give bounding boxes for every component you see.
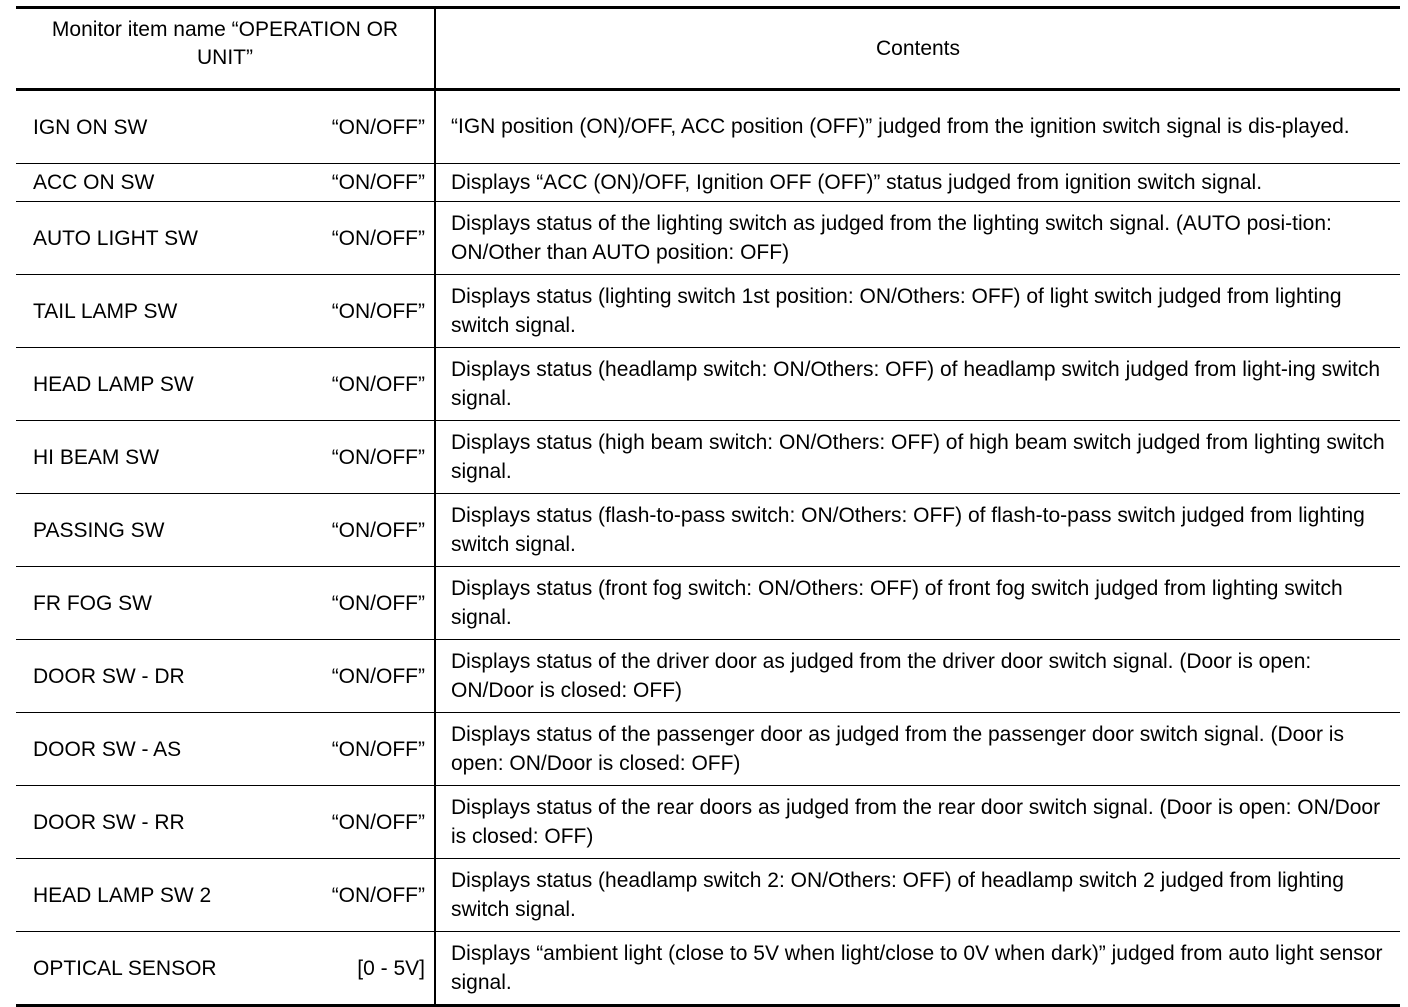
table-row [16,494,1400,567]
item-contents: Displays “ambient light (close to 5V when light/close to 0V when dark)” judged from auto light sensor signal. [435,932,1400,1006]
item-name-cell [16,90,435,164]
item-name: ACC ON SW [33,171,155,194]
item-name-cell [16,786,435,859]
table-header-row [16,8,1400,90]
item-name-cell [16,640,435,713]
item-name: HEAD LAMP SW 2 [33,883,212,907]
item-name-cell [16,348,435,421]
item-unit: “ON/OFF” [331,591,425,615]
item-name: HEAD LAMP SW [33,372,194,396]
item-name-cell [16,713,435,786]
item-name: OPTICAL SENSOR [33,956,217,980]
item-contents: Displays status (headlamp switch: ON/Others: OFF) of headlamp switch judged from light-ing switch signal. [435,348,1400,421]
item-unit: “ON/OFF” [331,810,425,834]
item-name: AUTO LIGHT SW [33,226,198,250]
item-name: FR FOG SW [33,591,152,615]
item-name: PASSING SW [33,518,165,542]
item-name-cell [16,567,435,640]
item-name: HI BEAM SW [33,445,160,469]
item-unit: “ON/OFF” [331,171,425,194]
table-row [16,786,1400,859]
item-unit: “ON/OFF” [331,226,425,250]
item-contents: “IGN position (ON)/OFF, ACC position (OFF)” judged from the ignition switch signal is dis-played. [435,90,1400,164]
item-name: DOOR SW - AS [33,737,182,761]
item-name: TAIL LAMP SW [33,299,178,323]
item-contents: Displays status (front fog switch: ON/Others: OFF) of front fog switch judged from lighting switch signal. [435,567,1400,640]
item-contents: Displays status of the passenger door as judged from the passenger door switch signal. (Door is open: ON/Door is closed: OFF) [435,713,1400,786]
item-name-cell [16,164,435,202]
item-contents: Displays status (lighting switch 1st position: ON/Others: OFF) of light switch judged from lighting switch signal. [435,275,1400,348]
table-row [16,567,1400,640]
item-contents: Displays status of the driver door as judged from the driver door switch signal. (Door is open: ON/Door is closed: OFF) [435,640,1400,713]
table-row [16,275,1400,348]
item-unit: [0 - 5V] [357,956,425,980]
item-name-cell [16,494,435,567]
table-row [16,713,1400,786]
table-row [16,932,1400,1006]
item-unit: “ON/OFF” [331,883,425,907]
item-name: DOOR SW - DR [33,664,185,688]
item-name-cell [16,202,435,275]
table-row [16,348,1400,421]
monitor-item-table [16,6,1400,1007]
item-unit: “ON/OFF” [331,372,425,396]
item-contents: Displays status (high beam switch: ON/Others: OFF) of high beam switch judged from lighting switch signal. [435,421,1400,494]
item-contents: Displays status of the lighting switch as judged from the lighting switch signal. (AUTO posi-tion: ON/Other than AUTO position: OFF) [435,202,1400,275]
item-unit: “ON/OFF” [331,299,425,323]
item-unit: “ON/OFF” [331,445,425,469]
item-contents: Displays status of the rear doors as judged from the rear door switch signal. (Door is open: ON/Door is closed: OFF) [435,786,1400,859]
item-contents: Displays status (flash-to-pass switch: ON/Others: OFF) of flash-to-pass switch judged from lighting switch signal. [435,494,1400,567]
item-name-cell [16,421,435,494]
item-name-cell [16,932,435,1006]
item-contents: Displays “ACC (ON)/OFF, Ignition OFF (OFF)” status judged from ignition switch signal. [435,164,1400,202]
header-contents: Contents [435,8,1400,90]
table-row [16,164,1400,202]
item-name-cell [16,275,435,348]
header-monitor-item-name: Monitor item name “OPERATION OR UNIT” [16,8,435,90]
item-unit: “ON/OFF” [331,737,425,761]
table-row [16,421,1400,494]
item-unit: “ON/OFF” [331,115,425,139]
item-contents: Displays status (headlamp switch 2: ON/Others: OFF) of headlamp switch 2 judged from lighting switch signal. [435,859,1400,932]
item-unit: “ON/OFF” [331,518,425,542]
table-row [16,859,1400,932]
item-name: DOOR SW - RR [33,810,185,834]
table-row [16,90,1400,164]
table-row [16,202,1400,275]
item-name-cell [16,859,435,932]
item-name: IGN ON SW [33,115,148,139]
item-unit: “ON/OFF” [331,664,425,688]
table-row [16,640,1400,713]
